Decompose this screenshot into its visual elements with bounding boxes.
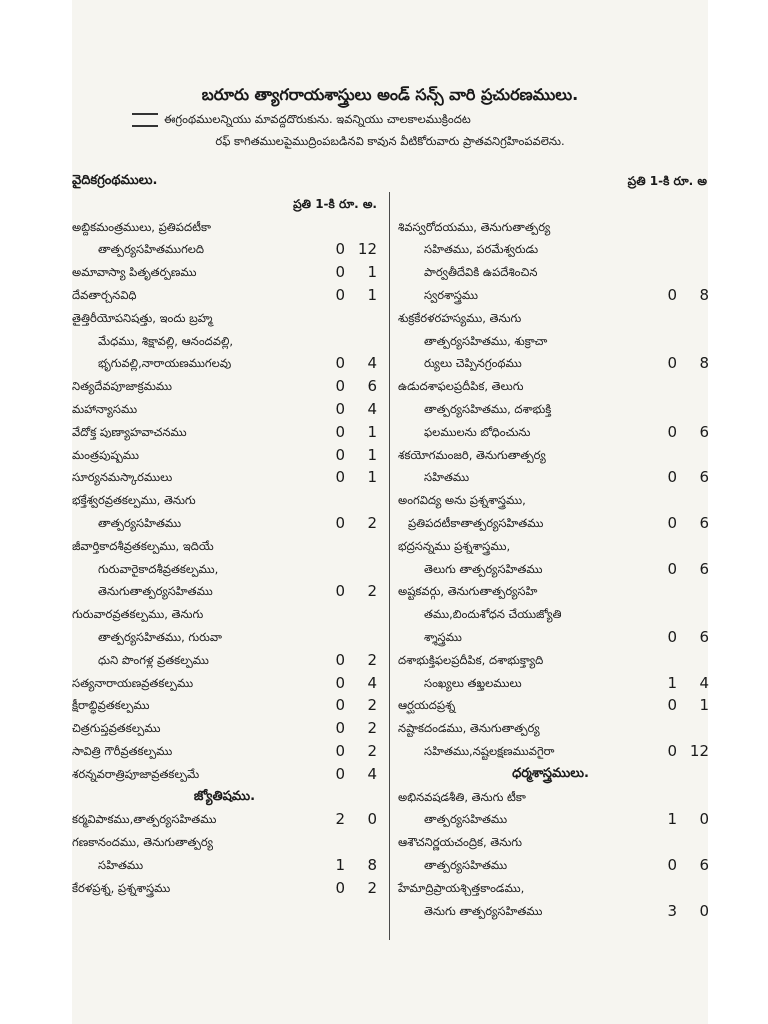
book-title: సహితము, పరమేశ్వరుడు (424, 242, 539, 257)
list-item (398, 672, 709, 695)
price-annas: 2 (367, 582, 377, 601)
price-annas: 2 (367, 513, 377, 532)
price-annas: 6 (699, 855, 709, 874)
list-item (398, 238, 703, 261)
header-line-1 (72, 108, 708, 130)
price-annas: 2 (367, 719, 377, 738)
right-rate-header-row (398, 170, 707, 193)
ornament-flourish-icon (132, 113, 158, 127)
book-title: అభినవషడశీతి, తెనుగు టీకా (398, 789, 526, 804)
price-rupees: 0 (667, 559, 677, 578)
list-item (72, 808, 377, 831)
price-annas: 4 (699, 673, 709, 692)
price-rupees: 0 (335, 377, 345, 396)
book-title: స్వరశాస్త్రము (424, 287, 479, 302)
list-item (398, 854, 709, 877)
book-title: అబ్దికమంత్రములు, ప్రతిపదటీకా (72, 219, 211, 234)
price-rupees: 0 (667, 696, 677, 715)
list-item (72, 649, 377, 672)
price-rupees: 1 (335, 855, 345, 874)
book-title: శ్శాస్త్రము (424, 629, 462, 644)
book-title: సహితము,నష్టలక్షణమువగైరా (424, 743, 555, 758)
book-title: తాత్పర్యసహితము, శుక్రాచా (424, 333, 548, 348)
list-item (72, 307, 377, 330)
price-rupees: 0 (335, 696, 345, 715)
section-heading-text: ధర్మశాస్త్రములు. (512, 765, 589, 781)
price-rupees: 0 (335, 468, 345, 487)
list-item (72, 626, 377, 649)
list-item (398, 831, 703, 854)
list-item (398, 512, 709, 535)
price-annas: 2 (367, 696, 377, 715)
price-rupees: 2 (335, 810, 345, 829)
list-item (72, 330, 377, 353)
book-title: సహితము (98, 857, 144, 872)
book-title: అమావాస్యా పితృతర్పణము (72, 265, 197, 280)
book-title: ధుని పొంగళ్ల వ్రతకల్పము (98, 652, 209, 667)
book-title: సత్యనారాయణవ్రతకల్పము (72, 675, 194, 690)
price-annas: 6 (367, 377, 377, 396)
book-title: తాత్పర్యసహితము, దశాభుక్తి (424, 401, 552, 416)
list-item (72, 831, 377, 854)
price-annas: 6 (699, 422, 709, 441)
list-item (398, 808, 709, 831)
book-title: సావిత్రి గౌరీవ్రతకల్పము (72, 743, 173, 758)
list-item (398, 786, 703, 809)
book-title: గురువారైకాదశీవ్రతకల్పము, (98, 561, 219, 576)
book-title: భద్రసన్నము ప్రశ్నశాస్త్రము, (398, 538, 511, 553)
price-rupees: 0 (667, 627, 677, 646)
price-rupees: 0 (335, 422, 345, 441)
list-item (72, 763, 377, 786)
book-title: తెలుగు తాత్పర్యసహితము (424, 561, 543, 576)
book-title: కర్మవిపాకము,తాత్పర్యసహితము (72, 812, 217, 827)
list-item (398, 352, 709, 375)
list-item (72, 284, 377, 307)
list-item (72, 535, 377, 558)
book-title: తాత్పర్యసహితము, గురువా (98, 629, 222, 644)
list-item (72, 558, 377, 581)
list-item (72, 740, 377, 763)
section-heading-text: జ్యోతిషము. (193, 788, 256, 804)
catalogue-page (72, 0, 708, 1024)
section-heading-vedic: వైదికగ్రంథములు. (72, 173, 158, 188)
book-title: శకయోగమంజరి, తెనుగుతాత్పర్య (398, 447, 546, 462)
price-annas: 6 (699, 559, 709, 578)
list-item (72, 398, 377, 421)
book-title: శివస్వరోదయము, తెనుగుతాత్పర్య (398, 219, 551, 234)
left-rate-header-row (72, 193, 377, 216)
book-title: ఉడుదశాఫలప్రదీపిక, తెలుగు (398, 379, 524, 394)
list-item (398, 535, 703, 558)
list-item (72, 694, 377, 717)
left-heading-row (72, 170, 377, 193)
price-rupees: 0 (335, 650, 345, 669)
book-title: కేరళప్రశ్న, ప్రశ్నశాస్త్రము (72, 880, 171, 895)
list-item (72, 444, 377, 467)
list-item (398, 307, 703, 330)
list-item (398, 466, 709, 489)
book-title: క్షీరాబ్ధివ్రతకల్పము (72, 698, 150, 713)
list-item (398, 717, 703, 740)
list-item (398, 603, 703, 626)
book-title: నిత్యదేవపూజాక్రమము (72, 379, 173, 394)
price-rupees: 0 (667, 354, 677, 373)
book-title: మహాన్యాసము (72, 401, 138, 416)
list-item (72, 375, 377, 398)
price-rupees: 0 (335, 445, 345, 464)
price-annas: 8 (699, 285, 709, 304)
list-item (398, 489, 703, 512)
price-rupees: 0 (667, 741, 677, 760)
book-title: ఆర్ఘయదప్రశ్న (398, 698, 456, 713)
book-title: మేధము, శిక్షావల్లి, ఆనందవల్లి, (98, 333, 234, 348)
price-rupees: 0 (335, 764, 345, 783)
right-book-list (398, 216, 709, 923)
price-annas: 4 (367, 354, 377, 373)
list-item (398, 580, 703, 603)
book-title: దేవతార్చనవిధి (72, 287, 137, 302)
book-title: జీవార్తికాదశీవ్రతకల్పము, ఇదియే (72, 538, 214, 553)
book-title: సహితము (424, 470, 470, 485)
price-annas: 4 (367, 673, 377, 692)
book-title: నష్టాకదండము, తెనుగుతాత్పర్య (398, 721, 540, 736)
book-title: ర్యులు చెప్పినగ్రంథము (424, 356, 522, 371)
price-annas: 2 (367, 741, 377, 760)
list-item (398, 877, 703, 900)
price-rupees: 1 (667, 810, 677, 829)
list-item (398, 330, 703, 353)
book-title: వేదోక్త పుణ్యాహవాచనము (72, 424, 187, 439)
list-item (72, 216, 377, 239)
column-divider (389, 192, 390, 940)
book-title: తెనుగుతాత్పర్యసహితము (98, 584, 213, 599)
left-rate-header: ప్రతి 1-కి రూ. అ. (293, 196, 377, 211)
list-item (72, 580, 377, 603)
left-column (72, 170, 377, 900)
price-rupees: 0 (335, 240, 345, 259)
list-item (398, 649, 703, 672)
list-item (398, 398, 703, 421)
book-title: తెనుగు తాత్పర్యసహితము (424, 903, 543, 918)
book-title: హేమాద్రిప్రాయశ్చిత్తకాండము, (398, 880, 525, 895)
book-title: తము,బిందుశోధన చేయుజ్యోతి (424, 607, 562, 622)
book-title: సూర్యనమస్కారములు (72, 470, 173, 485)
price-annas: 8 (367, 855, 377, 874)
list-item (72, 854, 377, 877)
list-item (398, 375, 703, 398)
price-annas: 8 (699, 354, 709, 373)
price-rupees: 3 (667, 901, 677, 920)
price-rupees: 0 (335, 399, 345, 418)
price-rupees: 0 (335, 741, 345, 760)
list-item (398, 558, 709, 581)
price-annas: 1 (699, 696, 709, 715)
price-annas: 1 (367, 263, 377, 282)
list-item (72, 877, 377, 900)
list-item (398, 261, 703, 284)
price-annas: 1 (367, 445, 377, 464)
price-annas: 0 (699, 901, 709, 920)
list-item (72, 238, 377, 261)
price-rupees: 0 (335, 582, 345, 601)
price-rupees: 0 (335, 513, 345, 532)
price-rupees: 0 (667, 513, 677, 532)
right-spacer-row (398, 193, 703, 216)
list-item (398, 444, 703, 467)
price-rupees: 0 (335, 285, 345, 304)
price-annas: 1 (367, 285, 377, 304)
list-item (72, 717, 377, 740)
book-title: తైత్తిరీయోపనిషత్తు, ఇందు బ్రహ్మ (72, 310, 213, 325)
book-title: గురువారవ్రతకల్పము, తెనుగు (72, 607, 204, 622)
list-item (72, 466, 377, 489)
book-title: దశాభుక్తిఫలప్రదీపిక, దశాభుక్త్యాది (398, 652, 544, 667)
list-item (72, 512, 377, 535)
price-annas: 4 (367, 399, 377, 418)
price-rupees: 0 (335, 354, 345, 373)
book-title: చిత్రగుప్తవ్రతకల్పము (72, 721, 161, 736)
list-item (72, 489, 377, 512)
list-item (72, 603, 377, 626)
list-item (72, 672, 377, 695)
book-title: భక్తేశ్వరవ్రతకల్పము, తెనుగు (72, 493, 196, 508)
price-rupees: 1 (667, 673, 677, 692)
section-heading (398, 763, 703, 786)
price-annas: 12 (357, 240, 377, 259)
list-item (398, 694, 709, 717)
price-annas: 4 (367, 764, 377, 783)
price-annas: 6 (699, 513, 709, 532)
list-item (398, 421, 709, 444)
book-title: అంగవిద్య అను ప్రశ్నశాస్త్రము, (398, 493, 526, 508)
book-title: ప్రతిపదటీకాతాత్పర్యసహితము (408, 515, 544, 530)
price-rupees: 0 (335, 673, 345, 692)
price-rupees: 0 (335, 878, 345, 897)
list-item (398, 284, 709, 307)
book-title: శరన్నవరాత్రిపూజావ్రతకల్పమే (72, 766, 200, 781)
price-annas: 6 (699, 627, 709, 646)
header-line-1-text: ఈగ్రంథములన్నియు మావద్దదొరుకును. ఇవన్నియు చాలకాలముక్రిందట (164, 112, 471, 126)
price-annas: 1 (367, 468, 377, 487)
book-title: ఆశౌచనిర్ణయచంద్రిక, తెనుగు (398, 835, 522, 850)
list-item (72, 421, 377, 444)
book-title: సంఖ్యలు తఖ్తలములు (424, 675, 522, 690)
price-annas: 0 (367, 810, 377, 829)
right-column (398, 170, 709, 922)
book-title: తాత్పర్యసహితము (424, 812, 508, 827)
price-rupees: 0 (335, 263, 345, 282)
book-title: తాత్పర్యసహితము (424, 857, 508, 872)
left-book-list (72, 216, 377, 900)
book-title: మంత్రపుష్పము (72, 447, 139, 462)
price-annas: 1 (367, 422, 377, 441)
book-title: తాత్పర్యసహితముగలది (98, 242, 205, 257)
price-annas: 12 (689, 741, 709, 760)
price-rupees: 0 (667, 855, 677, 874)
list-item (72, 261, 377, 284)
header-line-2: రఫ్ కాగితములపైముద్రింపబడినవి కావున వీటికోరువారు ప్రాతవనిగ్రహింపవలెను. (215, 134, 565, 148)
price-rupees: 0 (667, 422, 677, 441)
header-title: బరూరు త్యాగరాయశాస్త్రులు అండ్ సన్స్ వారి ప్రచురణములు. (201, 85, 579, 104)
section-heading (72, 786, 377, 809)
book-title: భృగువల్లి,నారాయణముగలవు (98, 356, 232, 371)
book-title: ఫలములను బోధించును (424, 424, 531, 439)
list-item (398, 216, 703, 239)
list-item (398, 626, 709, 649)
book-title: శుక్రకేరళరహస్యము, తెనుగు (398, 310, 522, 325)
price-rupees: 0 (667, 468, 677, 487)
book-title: గణకానందము, తెనుగుతాత్పర్య (72, 835, 214, 850)
price-rupees: 0 (335, 719, 345, 738)
book-title: తాత్పర్యసహితము (98, 515, 182, 530)
list-item (398, 740, 709, 763)
price-annas: 0 (699, 810, 709, 829)
right-rate-header: ప్రతి 1-కి రూ. అ (627, 174, 707, 188)
list-item (72, 352, 377, 375)
price-annas: 6 (699, 468, 709, 487)
price-annas: 2 (367, 650, 377, 669)
list-item (398, 900, 709, 923)
book-title: అష్టకవర్గు, తెనుగుతాత్పర్యసహి (398, 584, 538, 599)
price-rupees: 0 (667, 285, 677, 304)
book-title: పార్వతీదేవికి ఉపదేశించిన (424, 265, 538, 280)
price-annas: 2 (367, 878, 377, 897)
publisher-header (72, 82, 708, 152)
